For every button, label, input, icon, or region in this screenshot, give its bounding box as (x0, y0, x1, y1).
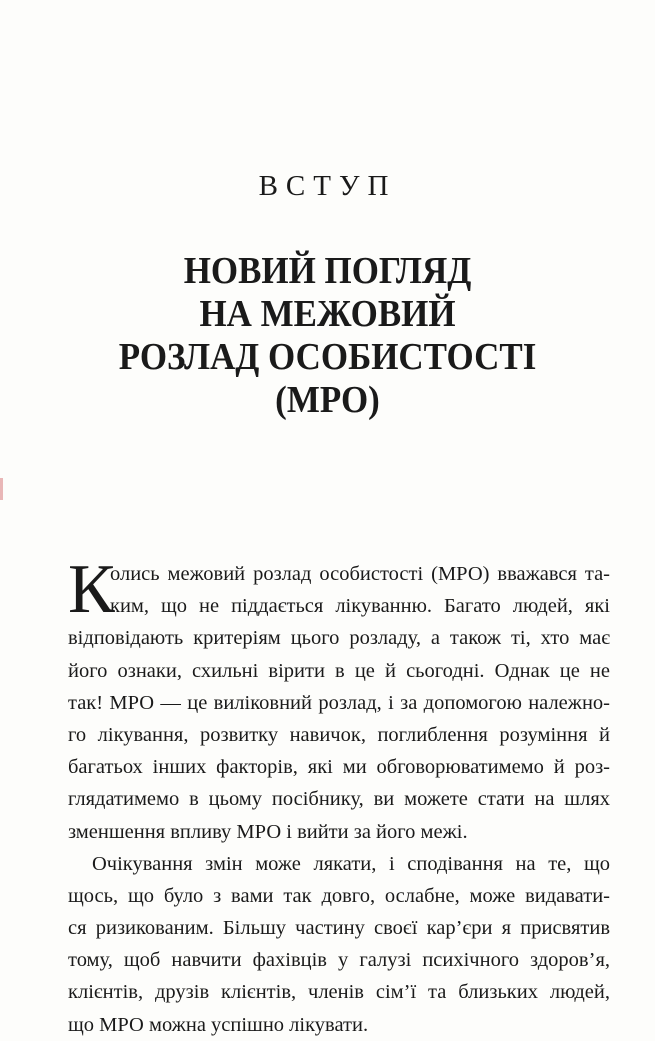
scan-edge-mark (0, 478, 3, 500)
text-line: щось, що було з вами так довго, ослабне, може видавати- (68, 884, 610, 907)
text-line: багатьох інших факторів, які ми обговорюватимемо й роз- (68, 756, 610, 779)
body-text (68, 551, 610, 1041)
text-line: так! МРО — це виліковний розлад, і за допомогою належно- (68, 691, 610, 714)
title-line: РОЗЛАД ОСОБИСТОСТІ (118, 336, 537, 378)
text-line: його ознаки, схильні вірити в це й сьогодні. Однак це не (68, 659, 610, 682)
section-kicker: ВСТУП (258, 170, 397, 202)
text-line: що МРО можна успішно лікувати. (68, 1013, 369, 1036)
text-line: клієнтів, друзів клієнтів, членів сім’ї та близьких людей, (68, 981, 610, 1004)
title-line: НА МЕЖОВИЙ (199, 293, 456, 335)
text-line: відповідають критеріям цього розладу, а також ті, хто має (68, 627, 610, 650)
title-line: НОВИЙ ПОГЛЯД (183, 250, 472, 292)
text-line: тому, щоб навчити фахівців у галузі психічного здоров’я, (68, 949, 610, 972)
chapter-title (26, 250, 629, 422)
paragraph-2 (68, 848, 610, 1041)
text-line: ким, що не піддається лікуванню. Багато людей, які (110, 595, 610, 618)
drop-cap: К (68, 551, 115, 628)
text-line: зменшення впливу МРО і вийти за його межі. (68, 820, 468, 843)
paragraph-1 (68, 551, 610, 848)
text-line: олись межовий розлад особистості (МРО) вважався та- (110, 563, 610, 585)
title-line: (МРО) (275, 379, 380, 421)
text-line: глядатимемо в цьому посібнику, ви можете стати на шлях (68, 788, 610, 811)
text-line: ся ризикованим. Більшу частину своєї кар’єри я присвятив (68, 917, 610, 940)
text-line: Очікування змін може лякати, і сподівання на те, що (92, 852, 610, 875)
text-line: го лікування, розвитку навичок, поглиблення розуміння й (68, 723, 610, 746)
